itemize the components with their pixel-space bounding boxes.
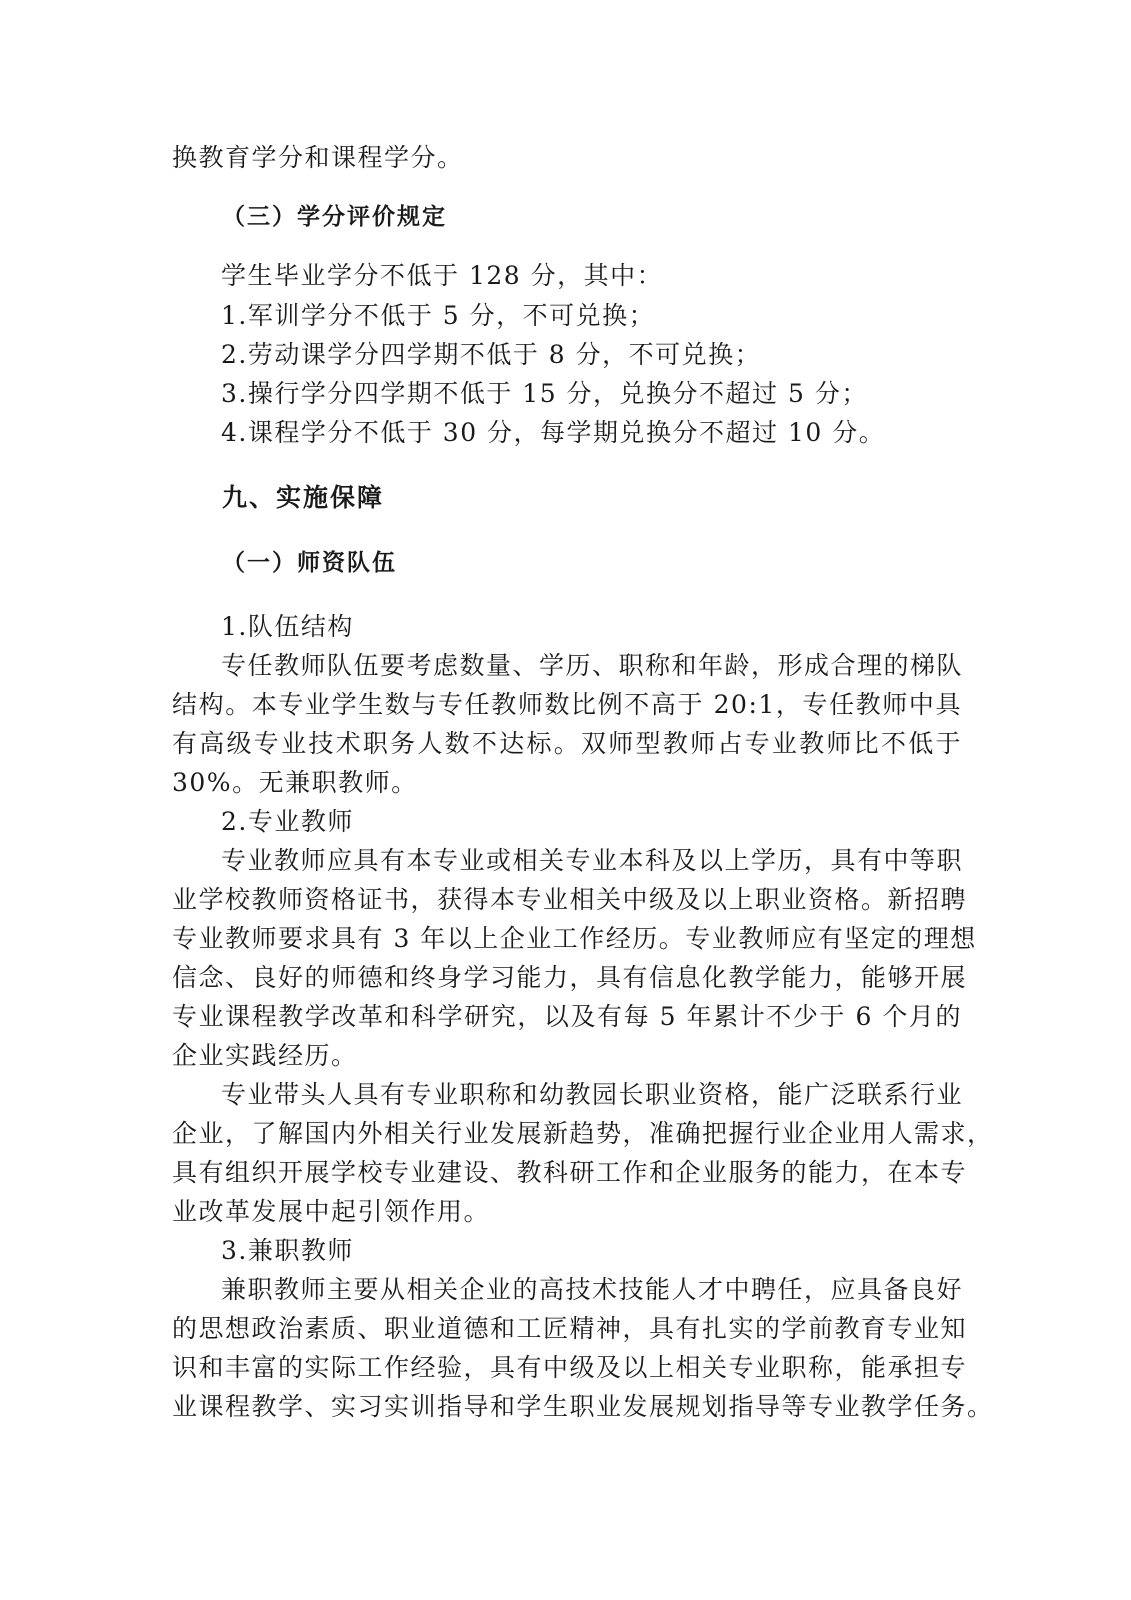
paragraph-line: 30%。无兼职教师。 [172, 768, 418, 797]
paragraph-line: 的思想政治素质、职业道德和工匠精神，具有扎实的学前教育专业知 [172, 1314, 968, 1343]
paragraph-title: 2.专业教师 [221, 807, 354, 836]
paragraph-line: 专业教师应具有本专业或相关专业本科及以上学历，具有中等职 [221, 846, 964, 875]
paragraph-line: 企业，了解国内外相关行业发展新趋势，准确把握行业企业用人需求， [172, 1119, 994, 1148]
paragraph-line: 专业带头人具有专业职称和幼教园长职业资格，能广泛联系行业 [221, 1080, 964, 1109]
subsection-heading-faculty: （一）师资队伍 [222, 550, 397, 576]
intro-line: 换教育学分和课程学分。 [172, 143, 464, 172]
paragraph-line: 专业课程教学改革和科学研究，以及有每 5 年累计不少于 6 个月的 [172, 1002, 962, 1031]
credit-intro: 学生毕业学分不低于 128 分，其中： [221, 261, 664, 290]
paragraph-line: 有高级专业技术职务人数不达标。双师型教师占专业教师比不低于 [172, 729, 962, 758]
paragraph-line: 业改革发展中起引领作用。 [172, 1197, 491, 1226]
credit-item: 1.军训学分不低于 5 分，不可兑换； [221, 301, 656, 330]
credit-item: 4.课程学分不低于 30 分，每学期兑换分不超过 10 分。 [221, 418, 886, 447]
paragraph-line: 专业教师要求具有 3 年以上企业工作经历。专业教师应有坚定的理想 [172, 924, 977, 953]
paragraph-line: 业学校教师资格证书，获得本专业相关中级及以上职业资格。新招聘 [172, 885, 968, 914]
paragraph-title: 3.兼职教师 [221, 1236, 354, 1265]
section-heading-credit-eval: （三）学分评价规定 [222, 204, 447, 230]
section-heading-9: 九、实施保障 [222, 483, 385, 512]
paragraph-line: 具有组织开展学校专业建设、教科研工作和企业服务的能力，在本专 [172, 1158, 968, 1187]
paragraph-title: 1.队伍结构 [221, 612, 354, 641]
credit-item: 2.劳动课学分四学期不低于 8 分，不可兑换； [221, 340, 762, 369]
paragraph-line: 兼职教师主要从相关企业的高技术技能人才中聘任，应具备良好 [221, 1275, 964, 1304]
credit-item: 3.操行学分四学期不低于 15 分，兑换分不超过 5 分； [221, 379, 868, 408]
paragraph-line: 业课程教学、实习实训指导和学生职业发展规划指导等专业教学任务。 [172, 1392, 994, 1421]
paragraph-line: 专任教师队伍要考虑数量、学历、职称和年龄，形成合理的梯队 [221, 651, 964, 680]
paragraph-line: 信念、良好的师德和终身学习能力，具有信息化教学能力，能够开展 [172, 963, 968, 992]
paragraph-line: 企业实践经历。 [172, 1041, 358, 1070]
paragraph-line: 识和丰富的实际工作经验，具有中级及以上相关专业职称，能承担专 [172, 1353, 968, 1382]
paragraph-line: 结构。本专业学生数与专任教师数比例不高于 20:1，专任教师中具 [172, 690, 962, 719]
